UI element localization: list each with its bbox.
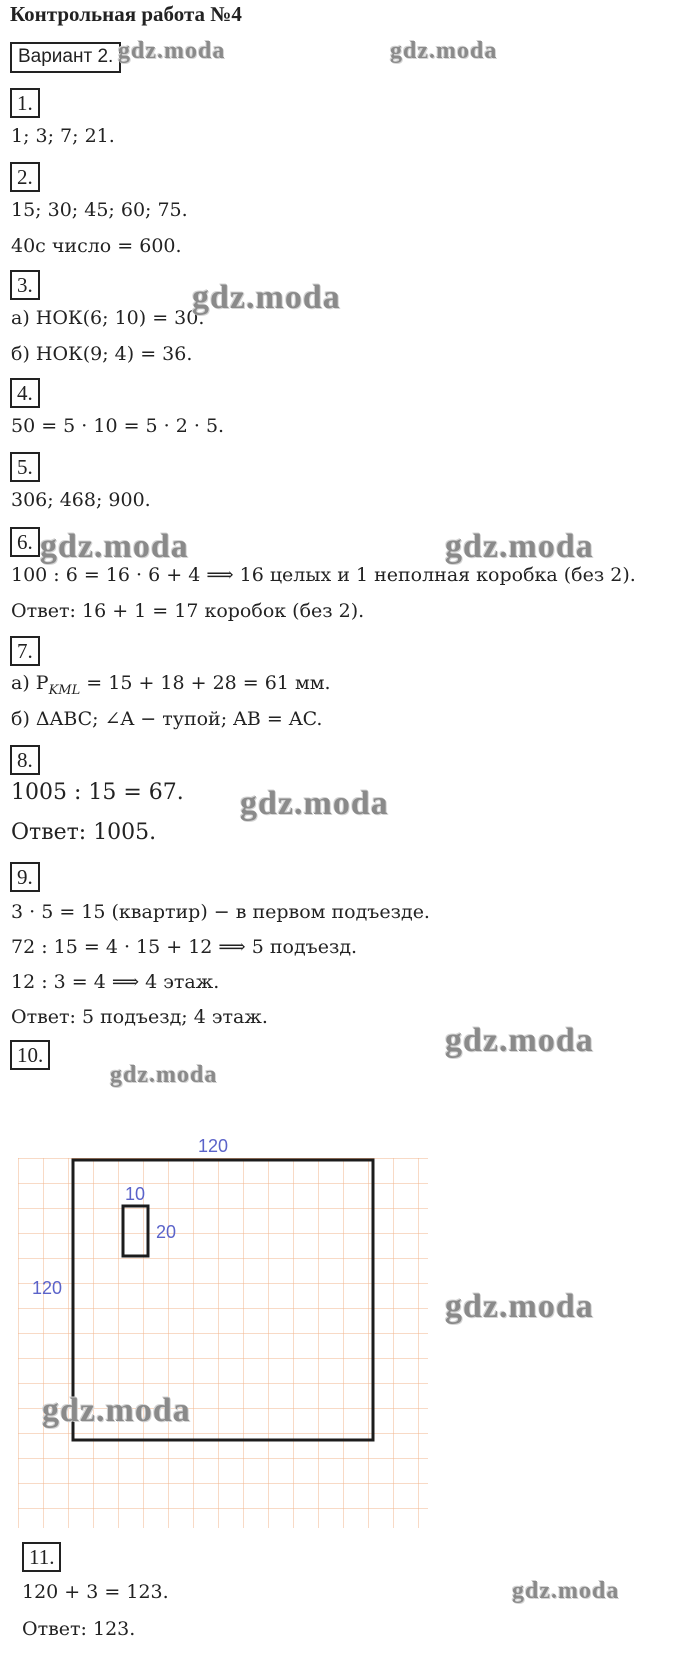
task-5-line-1: 306; 468; 900. <box>11 489 151 511</box>
task-9-line-2: 72 : 15 = 4 · 15 + 12 ⟹ 5 подъезд. <box>11 936 358 958</box>
task-3-line-1: а) НОК(6; 10) = 30. <box>11 307 205 329</box>
task-number-1: 1. <box>10 88 40 118</box>
task-number-7: 7. <box>10 636 40 666</box>
task-8-line-2: Ответ: 1005. <box>11 820 157 845</box>
variant-label: Вариант 2. <box>10 42 121 73</box>
outer-left-label: 120 <box>32 1278 63 1298</box>
task-number-5: 5. <box>10 452 40 482</box>
task-6-line-2: Ответ: 16 + 1 = 17 коробок (без 2). <box>11 600 365 622</box>
task-9-line-4: Ответ: 5 подъезд; 4 этаж. <box>11 1006 268 1028</box>
task-7-line-2: б) ΔABC; ∠A − тупой; AB = AC. <box>11 708 323 730</box>
perimeter-label: а) P <box>11 672 49 694</box>
task-6-line-1: 100 : 6 = 16 · 6 + 4 ⟹ 16 целых и 1 неполная коробка (без 2). <box>11 564 636 586</box>
task-11-line-1: 120 + 3 = 123. <box>22 1581 169 1603</box>
watermark: gdz.moda <box>118 38 226 64</box>
task-2-line-1: 15; 30; 45; 60; 75. <box>11 199 188 221</box>
task-number-9: 9. <box>10 862 40 892</box>
task-number-10: 10. <box>10 1040 50 1070</box>
task-3-line-2: б) НОК(9; 4) = 36. <box>11 343 193 365</box>
task-11-line-2: Ответ: 123. <box>22 1618 136 1640</box>
grid-paper <box>18 1158 428 1528</box>
grid-figure-svg <box>18 1136 428 1528</box>
task-number-4: 4. <box>10 378 40 408</box>
task-9-line-1: 3 · 5 = 15 (квартир) − в первом подъезде. <box>11 901 430 923</box>
watermark: gdz.moda <box>445 1022 594 1059</box>
watermark: gdz.moda <box>192 279 341 316</box>
inner-top-label: 10 <box>125 1184 146 1204</box>
task-number-11: 11. <box>22 1542 61 1572</box>
outer-top-label: 120 <box>198 1136 229 1156</box>
task-number-2: 2. <box>10 162 40 192</box>
watermark: gdz.moda <box>42 1392 191 1429</box>
watermark: gdz.moda <box>445 528 594 565</box>
task-7-line-1 <box>11 671 331 703</box>
watermark: gdz.moda <box>445 1288 594 1325</box>
task-8-line-1: 1005 : 15 = 67. <box>11 780 184 805</box>
task-number-8: 8. <box>10 745 40 775</box>
grid-figure <box>18 1136 428 1528</box>
watermark: gdz.moda <box>240 785 389 822</box>
task-2-line-2: 40с число = 600. <box>11 235 182 257</box>
watermark: gdz.moda <box>40 528 189 565</box>
perimeter-expression: = 15 + 18 + 28 = 61 мм. <box>80 672 331 694</box>
perimeter-subscript: KML <box>48 682 81 698</box>
task-9-line-3: 12 : 3 = 4 ⟹ 4 этаж. <box>11 971 220 993</box>
page-title: Контрольная работа №4 <box>10 2 242 26</box>
task-number-3: 3. <box>10 270 40 300</box>
watermark: gdz.moda <box>390 38 498 64</box>
task-1-line-1: 1; 3; 7; 21. <box>11 125 115 147</box>
watermark: gdz.moda <box>110 1062 218 1088</box>
task-4-line-1: 50 = 5 · 10 = 5 · 2 · 5. <box>11 415 225 437</box>
watermark: gdz.moda <box>512 1578 620 1604</box>
task-number-6: 6. <box>10 527 40 557</box>
inner-right-label: 20 <box>156 1222 177 1242</box>
